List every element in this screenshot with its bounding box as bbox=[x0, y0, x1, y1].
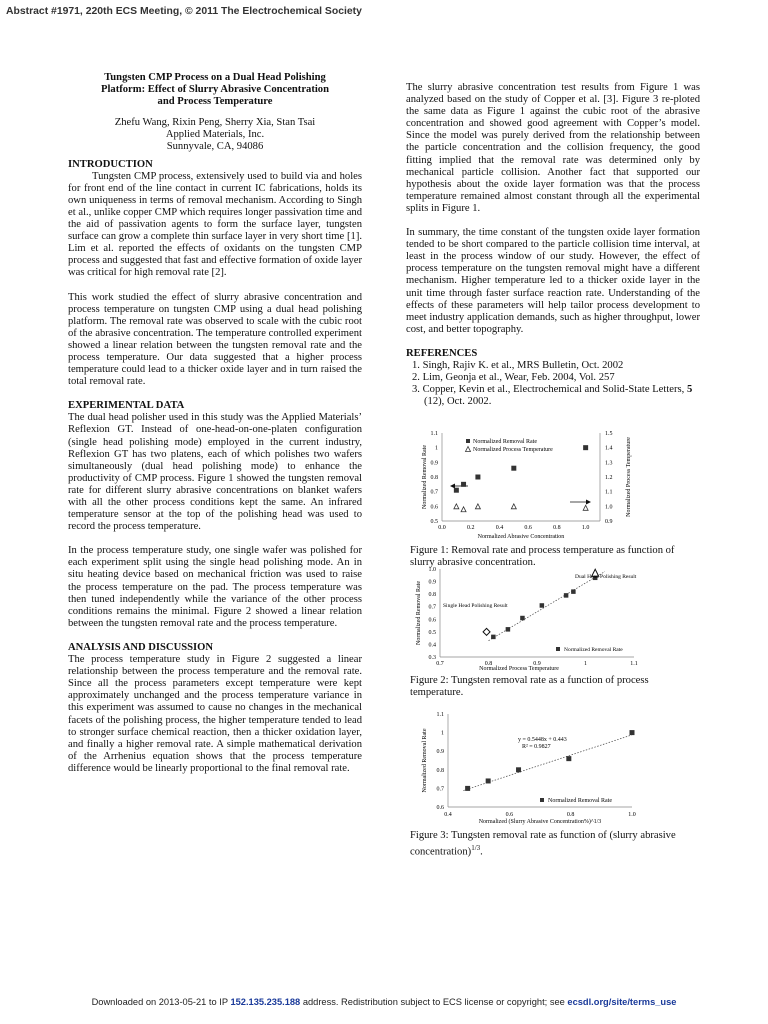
paper-title bbox=[68, 72, 362, 108]
y-tick-label: 0.7 bbox=[430, 489, 438, 496]
figure-2-caption: Figure 2: Tungsten removal rate as a function of process temperature. bbox=[410, 675, 649, 699]
y-tick-label: 1 bbox=[435, 445, 438, 452]
legend-label: Normalized Removal Rate bbox=[548, 798, 612, 804]
right-paragraph-1: The slurry abrasive concentration test results from Figure 1 was analyzed based on the study of Copper et al. [3]. Figure 3 re-ploted the same data as Figure 1 against the cubic root of the abrasive concentration and showed good agreement with Copper’s model. Since the model was purely derived from the relationship between the particle concentration and the collision frequency, the good fitting implied that the removal rate was determined only by mechanical particle collision. Another fact that supported our hypothesis about the oxide layer formation was that the process temperature remained almost constant through all the experimental splits in Figure 1. bbox=[406, 82, 700, 214]
x-tick-label: 1.0 bbox=[581, 525, 590, 531]
process-temperature-point bbox=[454, 504, 459, 509]
annotation-dual-head: Dual Head Polishing Result bbox=[575, 574, 637, 580]
references-heading: REFERENCES bbox=[406, 347, 478, 359]
legend-marker bbox=[556, 647, 560, 651]
removal-rate-point bbox=[461, 482, 466, 487]
footer-middle: address. Redistribution subject to ECS license or copyright; see bbox=[300, 997, 568, 1007]
removal-rate-point bbox=[465, 786, 470, 791]
legend-marker-removal-rate bbox=[466, 439, 470, 443]
experimental-paragraph-1: The dual head polisher used in this study was the Applied Materials’ Reflexion GT. Instead of one-head-on-one-platen configuration (single head polishing mode) employed in the current industry, Reflexion GT has two platens, each of which polishes two wafers simultaneously (dual head polishing mode) to enhance the productivity of CMP process. Figure 1 showed the tungsten removal rate for different slurry abrasive concentrations on blanket wafers with all the other process conditions kept the same. An infrared temperature sensor at the top of the polishing head was used to record the process temperature. bbox=[68, 412, 362, 533]
removal-rate-point bbox=[516, 767, 521, 772]
removal-rate-point bbox=[491, 635, 496, 640]
removal-rate-point bbox=[520, 616, 525, 621]
y-axis-title: Normalized Removal Rate bbox=[422, 445, 428, 509]
y2-tick-label: 1.4 bbox=[605, 445, 613, 452]
y2-tick-label: 1.5 bbox=[605, 431, 613, 437]
figure-2-chart bbox=[410, 565, 650, 673]
figure-3-caption-end: . bbox=[480, 846, 483, 858]
title-line: Platform: Effect of Slurry Abrasive Concentration bbox=[100, 84, 329, 96]
affiliation: Applied Materials, Inc. bbox=[165, 129, 265, 141]
removal-rate-point bbox=[564, 593, 569, 598]
y-tick-label: 0.5 bbox=[428, 629, 436, 636]
y-axis-title: Normalized Removal Rate bbox=[422, 728, 428, 793]
intro-paragraph-1: Tungsten CMP process, extensively used to build via and holes for front end of the line contact in current IC fabrications, holds its own uniqueness in terms of removal mechanism. According to Singh et al., unlike copper CMP which requires longer passivation time and the aid of passivation agents to form the surface layer, tungsten surface can grow a complete thin surface layer in very short time [1]. Lim et al. reported the effects of oxidants on the tungsten CMP process and suggested that fast and effective formation of oxide layer was critical for high removal rate [2]. bbox=[68, 170, 362, 279]
x-tick-label: 0.8 bbox=[553, 525, 561, 531]
figure-3-caption-exponent: 1/3 bbox=[471, 844, 481, 853]
y-tick-label: 0.4 bbox=[428, 642, 436, 649]
legend-label-removal-rate: Normalized Removal Rate bbox=[473, 439, 537, 445]
x-tick-label: 0.4 bbox=[495, 525, 504, 531]
trend-equation: y = 0.5448x + 0.443 bbox=[518, 737, 567, 743]
footer-ip-link[interactable]: 152.135.235.188 bbox=[230, 997, 301, 1007]
y-tick-label: 0.9 bbox=[430, 460, 438, 467]
x-axis-title: Normalized Abrasive Concentration bbox=[477, 534, 565, 540]
reference-3-issue: (12), Oct. 2002. bbox=[424, 396, 492, 408]
y-tick-label: 0.3 bbox=[428, 655, 436, 661]
y-tick-label: 0.8 bbox=[436, 767, 444, 774]
y2-tick-label: 1.1 bbox=[605, 489, 613, 496]
title-line: Tungsten CMP Process on a Dual Head Polishing bbox=[104, 72, 326, 83]
process-temperature-point bbox=[583, 505, 588, 510]
removal-rate-point bbox=[486, 778, 491, 783]
x-tick-label: 0.9 bbox=[533, 661, 541, 667]
y2-axis-title: Normalized Process Temperature bbox=[626, 437, 632, 517]
legend-label-process-temperature: Normalized Process Temperature bbox=[473, 447, 553, 453]
removal-rate-point bbox=[566, 756, 571, 761]
x-axis-title: Normalized Process Temperature bbox=[479, 666, 559, 672]
y-axis-title: Normalized Removal Rate bbox=[416, 581, 422, 645]
left-column bbox=[68, 72, 362, 775]
figure-1-caption: Figure 1: Removal rate and process temperature as function of slurry abrasive concentration. bbox=[410, 545, 675, 569]
legend-label: Normalized Removal Rate bbox=[564, 647, 623, 653]
reference-3-text: 3. Copper, Kevin et al., Electrochemical and Solid-State Letters, bbox=[412, 384, 687, 396]
removal-rate-point bbox=[454, 488, 459, 493]
x-axis-title: Normalized (Slurry Abrasive Concentration%)^1/3 bbox=[478, 819, 602, 825]
arrow-right-head bbox=[586, 500, 591, 505]
y-tick-label: 0.6 bbox=[428, 617, 436, 624]
title-line: and Process Temperature bbox=[157, 96, 273, 108]
y-tick-label: 1 bbox=[441, 730, 444, 737]
process-temperature-point bbox=[475, 504, 480, 509]
y2-tick-label: 1.2 bbox=[605, 475, 613, 481]
experimental-paragraph-2: In the process temperature study, one single wafer was polished for each experiment split using the single head polishing mode. An in situ heating device based on mechanical friction was used to raise the process temperature on the pad. The process temperature was then tuned independently while the variance of the other process conditions remains the minimal. Figure 2 showed a linear relation between the tungsten removal rate and the process temperature. bbox=[68, 545, 362, 629]
figure-1-chart bbox=[410, 426, 650, 544]
y-tick-label: 0.6 bbox=[436, 805, 444, 811]
y-tick-label: 0.8 bbox=[430, 475, 438, 481]
footer-prefix: Downloaded on 2013-05-21 to IP bbox=[91, 997, 231, 1007]
analysis-heading: ANALYSIS AND DISCUSSION bbox=[68, 641, 214, 653]
x-tick-label: 1 bbox=[584, 661, 587, 667]
y2-tick-label: 1.0 bbox=[605, 504, 613, 511]
legend-marker bbox=[540, 798, 544, 802]
reference-2: 2. Lim, Geonja et al., Wear, Feb. 2004, Vol. 257 bbox=[412, 372, 615, 384]
trend-r2: R² = 0.9827 bbox=[522, 744, 551, 750]
analysis-paragraph: The process temperature study in Figure 2 suggested a linear relationship between the process temperature and the removal rate. Since all the process parameters except temperature were kept approximately unchanged and the process temperature variance in this experiment was assumed to cause no changes in the mechanical facets of the polishing process, the higher temperature tended to lead to stronger surface chemical reaction, then a thicker oxidation layer, and finally a higher removal rate. A simple mathematical derivation of the Arrhenius equation shows that the process temperature difference would be linearly proportional to the final removal rate. bbox=[68, 654, 362, 774]
reference-3 bbox=[406, 384, 700, 408]
removal-rate-point bbox=[506, 627, 511, 632]
introduction-heading: INTRODUCTION bbox=[68, 158, 153, 170]
figure-3-caption bbox=[410, 830, 700, 859]
figure-3 bbox=[410, 706, 650, 830]
y-tick-label: 1.0 bbox=[428, 567, 436, 573]
footer-terms-link[interactable]: ecsdl.org/site/terms_use bbox=[567, 997, 677, 1007]
right-paragraph-2: In summary, the time constant of the tungsten oxide layer formation tended to be short compared to the particle collision time interval, at least in the process window of our study. However, the effect of process temperature on the tungsten removal might have a different mechanism. Higher temperature led to a thicker oxide layer in the unit time through faster surface reaction rate. Understanding of the effects of these parameters will help tailor process development to meet industry application demands, such as higher throughput, lower cost, and better topography. bbox=[406, 227, 700, 335]
removal-rate-point bbox=[475, 475, 480, 480]
process-temperature-point bbox=[461, 507, 466, 512]
x-tick-label: 0.4 bbox=[444, 812, 452, 818]
x-tick-label: 0.8 bbox=[484, 661, 493, 667]
figure-2 bbox=[410, 565, 650, 673]
x-tick-label: 0.8 bbox=[566, 812, 575, 818]
y2-tick-label: 1.3 bbox=[605, 460, 613, 467]
x-tick-label: 1.0 bbox=[628, 812, 636, 818]
removal-rate-point bbox=[583, 445, 588, 450]
intro-paragraph-2: This work studied the effect of slurry abrasive concentration and process temperature on tungsten CMP using a dual head polishing platform. The removal rate was observed to scale with the cubic root of the abrasive concentration. The temperature controlled experiment showed a linear relation between the tungsten removal rate and the process temperature. Our data suggested that a higher process temperature could lead to a thicker oxide layer and in turn raised the total removal rate. bbox=[68, 291, 362, 388]
y-tick-label: 0.5 bbox=[430, 519, 438, 525]
conference-header: Abstract #1971, 220th ECS Meeting, © 2011 The Electrochemical Society bbox=[6, 6, 362, 17]
y-tick-label: 0.9 bbox=[436, 749, 444, 756]
y-tick-label: 0.9 bbox=[428, 579, 436, 586]
x-tick-label: 0.6 bbox=[524, 525, 532, 531]
figure-3-caption-text: Figure 3: Tungsten removal rate as function of (slurry abrasive concentration) bbox=[410, 830, 676, 858]
annotation-single-head: Single Head Polishing Result bbox=[443, 603, 508, 609]
experimental-heading: EXPERIMENTAL DATA bbox=[68, 400, 185, 412]
download-footer bbox=[0, 997, 768, 1007]
legend-marker-process-temperature bbox=[466, 447, 471, 452]
authors: Zhefu Wang, Rixin Peng, Sherry Xia, Stan Tsai bbox=[114, 117, 316, 129]
x-tick-label: 0.0 bbox=[438, 525, 446, 531]
y-tick-label: 1.1 bbox=[436, 712, 444, 718]
location: Sunnyvale, CA, 94086 bbox=[166, 141, 264, 153]
right-column bbox=[406, 82, 700, 408]
figure-1 bbox=[410, 426, 650, 544]
figure-3-chart bbox=[410, 706, 650, 830]
y-tick-label: 0.7 bbox=[428, 604, 436, 611]
removal-rate-point bbox=[511, 466, 516, 471]
x-tick-label: 0.7 bbox=[436, 661, 444, 667]
single-head-point bbox=[483, 628, 490, 635]
reference-3-volume: 5 bbox=[686, 384, 693, 396]
y2-tick-label: 0.9 bbox=[605, 519, 613, 525]
process-temperature-point bbox=[511, 504, 516, 509]
reference-1: 1. Singh, Rajiv K. et al., MRS Bulletin, Oct. 2002 bbox=[412, 359, 624, 371]
removal-rate-point bbox=[540, 603, 545, 608]
x-tick-label: 0.2 bbox=[466, 525, 475, 531]
x-tick-label: 0.6 bbox=[505, 812, 514, 818]
removal-rate-point bbox=[630, 730, 635, 735]
y-tick-label: 0.7 bbox=[436, 786, 444, 793]
y-tick-label: 0.6 bbox=[430, 504, 438, 511]
y-tick-label: 0.8 bbox=[428, 592, 436, 599]
removal-rate-point bbox=[571, 589, 576, 594]
y-tick-label: 1.1 bbox=[430, 431, 438, 437]
x-tick-label: 1.1 bbox=[630, 661, 638, 667]
